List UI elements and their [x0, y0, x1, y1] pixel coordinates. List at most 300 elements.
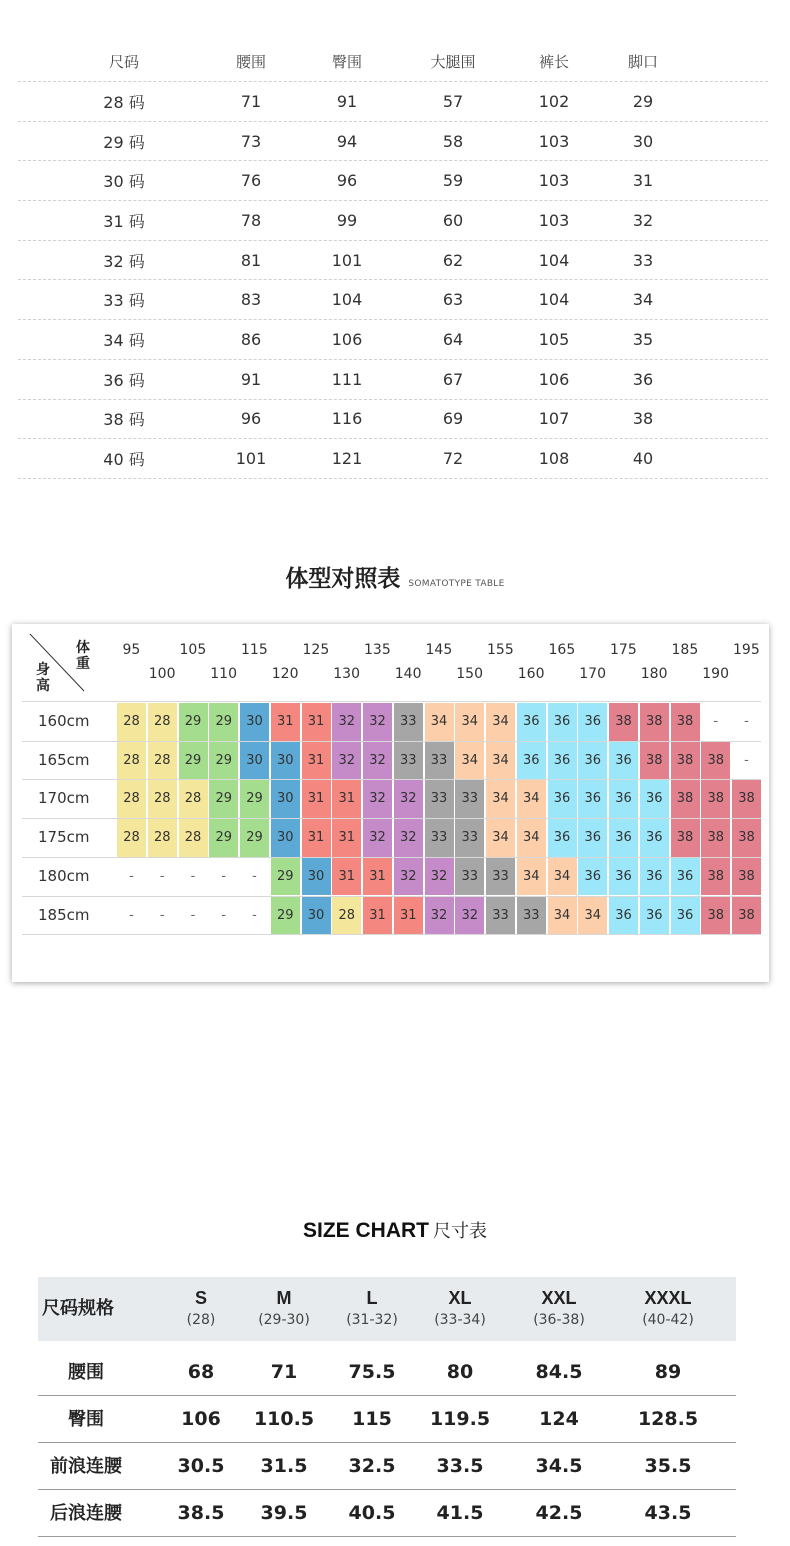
somatotype-cell: 38 — [701, 819, 730, 857]
size-chart-row — [38, 1396, 736, 1443]
height-label: 175cm — [38, 828, 90, 847]
measurement-cell: 63 — [442, 290, 464, 310]
measurement-cell: 28 码 — [103, 92, 145, 112]
size-value-cell: 30.5 — [177, 1455, 225, 1477]
somatotype-cell: 36 — [578, 780, 607, 818]
somatotype-cell: 28 — [148, 780, 177, 818]
somatotype-cell: 36 — [609, 897, 638, 935]
size-value-cell: 89 — [654, 1361, 682, 1383]
weight-label: 135 — [364, 642, 391, 658]
somatotype-cell: 32 — [363, 780, 392, 818]
weight-label: 170 — [579, 666, 606, 682]
measurement-cell: 71 — [240, 91, 262, 111]
somatotype-cell: 29 — [240, 819, 269, 857]
somatotype-cell: 38 — [671, 780, 700, 818]
somatotype-cell: 36 — [671, 858, 700, 896]
somatotype-cell: 38 — [732, 819, 761, 857]
somatotype-cell: 31 — [363, 897, 392, 935]
size-name: L — [366, 1288, 378, 1308]
size-value-cell: 32.5 — [348, 1455, 396, 1477]
measurement-cell: 32 码 — [103, 251, 145, 271]
measurement-row — [18, 122, 768, 162]
measurement-cell: 103 — [538, 171, 570, 191]
weight-label: 125 — [302, 642, 330, 658]
measurement-row — [18, 201, 768, 241]
size-header-cell — [410, 1277, 510, 1341]
size-range: (40-42) — [642, 1312, 694, 1328]
size-chart-row — [38, 1490, 736, 1537]
measurement-cell: 60 — [442, 210, 464, 230]
somatotype-cell: 31 — [271, 703, 300, 741]
grid-line — [22, 934, 761, 935]
size-chart-spacer — [38, 1341, 736, 1349]
somatotype-cell: 36 — [640, 897, 669, 935]
weight-label: 145 — [425, 642, 453, 658]
weight-label: 130 — [333, 666, 360, 682]
measurement-cell: 104 — [538, 250, 570, 270]
size-value-cell: 42.5 — [535, 1502, 583, 1524]
measurement-cell: 106 — [538, 369, 570, 389]
measurement-cell: 62 — [442, 250, 464, 270]
somatotype-cell: 32 — [455, 897, 484, 935]
weight-label: 180 — [640, 666, 668, 682]
measurement-cell: 91 — [240, 369, 262, 389]
somatotype-cell: 34 — [486, 819, 515, 857]
size-value-cell: 84.5 — [535, 1361, 583, 1383]
measurement-cell: 76 — [240, 171, 262, 191]
measurement-cell: 104 — [538, 290, 570, 310]
measurement-cell: 86 — [240, 329, 262, 349]
weight-label: 105 — [179, 642, 207, 658]
somatotype-cell: 32 — [363, 703, 392, 741]
size-value-cell: 35.5 — [644, 1455, 692, 1477]
somatotype-cell: 36 — [609, 742, 638, 780]
measurement-row — [18, 360, 768, 400]
somatotype-cell: - — [252, 907, 257, 923]
height-label: 180cm — [38, 866, 90, 885]
somatotype-title — [0, 560, 790, 593]
somatotype-cell: 33 — [455, 780, 484, 818]
somatotype-cell: 36 — [578, 703, 607, 741]
somatotype-cell: 30 — [302, 897, 331, 935]
somatotype-cell: 36 — [578, 819, 607, 857]
somatotype-cell: 36 — [640, 819, 669, 857]
measurement-cell: 104 — [331, 290, 363, 310]
somatotype-cell: 30 — [271, 819, 300, 857]
somatotype-cell: 28 — [148, 819, 177, 857]
somatotype-cell: 34 — [455, 742, 484, 780]
size-range: (28) — [186, 1312, 216, 1328]
somatotype-cell: 34 — [486, 780, 515, 818]
corner-height-2: 高 — [36, 678, 50, 694]
measurement-cell: 69 — [442, 409, 464, 429]
somatotype-cell: 28 — [148, 742, 177, 780]
measurement-row — [18, 280, 768, 320]
size-name: M — [276, 1288, 292, 1308]
measurement-cell: 91 — [336, 91, 358, 111]
somatotype-cell: 36 — [517, 742, 546, 780]
somatotype-cell: 28 — [117, 819, 146, 857]
measurement-cell: 103 — [538, 131, 570, 151]
measurement-cell: 99 — [336, 210, 358, 230]
size-value-cell: 31.5 — [260, 1455, 308, 1477]
measurement-cell: 96 — [336, 171, 358, 191]
somatotype-cell: 32 — [332, 742, 361, 780]
size-range: (31-32) — [346, 1312, 398, 1328]
measurement-cell: 102 — [538, 91, 570, 111]
somatotype-cell: 31 — [302, 819, 331, 857]
grid-line — [22, 701, 761, 702]
measurement-header-cell: 脚口 — [627, 53, 658, 71]
somatotype-cell: 31 — [363, 858, 392, 896]
somatotype-card — [12, 624, 769, 982]
somatotype-cell: 36 — [517, 703, 546, 741]
size-chart-header — [38, 1277, 736, 1341]
somatotype-cell: 36 — [671, 897, 700, 935]
somatotype-cell: 31 — [332, 858, 361, 896]
measurement-cell: 101 — [331, 250, 363, 270]
measurement-cell: 105 — [538, 329, 570, 349]
measurement-cell: 58 — [442, 131, 464, 151]
measurement-cell: 34 码 — [103, 330, 145, 350]
corner-height-1: 身 — [36, 662, 50, 678]
somatotype-cell: - — [744, 714, 749, 729]
measurement-header-cell: 臀围 — [331, 53, 362, 71]
somatotype-cell: 32 — [332, 703, 361, 741]
height-label: 160cm — [38, 712, 90, 730]
size-value-cell: 71 — [270, 1361, 298, 1383]
somatotype-cell: 38 — [732, 897, 761, 935]
somatotype-cell: 34 — [578, 897, 607, 935]
corner-weight-2: 重 — [76, 656, 90, 672]
somatotype-cell: 34 — [517, 858, 546, 896]
somatotype-cell: 29 — [209, 780, 238, 818]
somatotype-cell: 32 — [363, 819, 392, 857]
weight-label: 100 — [148, 666, 176, 682]
height-label: 165cm — [38, 750, 90, 769]
somatotype-cell: 31 — [302, 742, 331, 780]
size-chart-table — [38, 1277, 736, 1537]
somatotype-cell: 33 — [425, 819, 454, 857]
somatotype-cell: 32 — [394, 858, 423, 896]
somatotype-cell: 31 — [332, 780, 361, 818]
measurement-cell: 83 — [240, 290, 262, 310]
somatotype-cell: 30 — [240, 742, 269, 780]
somatotype-cell: 38 — [640, 742, 669, 780]
measurement-cell: 121 — [331, 449, 363, 469]
measurement-cell: 40 — [632, 449, 654, 469]
size-name: S — [194, 1288, 207, 1308]
size-chart-title-cn: 尺寸表 — [433, 1221, 487, 1242]
somatotype-cell: 34 — [455, 703, 484, 741]
measurement-cell: 108 — [538, 449, 570, 469]
somatotype-grid — [12, 624, 769, 982]
somatotype-cell: 33 — [455, 858, 484, 896]
somatotype-cell: 32 — [394, 819, 423, 857]
size-value-cell: 128.5 — [637, 1408, 699, 1430]
somatotype-cell: 36 — [609, 819, 638, 857]
somatotype-cell: 29 — [240, 780, 269, 818]
measurement-cell: 31 码 — [103, 211, 145, 231]
measurement-cell: 38 码 — [103, 410, 145, 430]
somatotype-cell: 28 — [148, 703, 177, 741]
measurement-cell: 78 — [240, 210, 262, 230]
somatotype-cell: 30 — [271, 742, 300, 780]
size-value-cell: 110.5 — [253, 1408, 315, 1430]
somatotype-cell: 28 — [332, 897, 361, 935]
somatotype-cell: 34 — [425, 703, 454, 741]
somatotype-cell: - — [129, 907, 134, 923]
somatotype-cell: 32 — [425, 897, 454, 935]
measurement-header-row — [18, 42, 768, 82]
somatotype-cell: 29 — [271, 858, 300, 896]
measurement-row — [18, 161, 768, 201]
measurement-cell: 33 码 — [103, 291, 145, 311]
measurement-row — [18, 82, 768, 122]
somatotype-cell: 31 — [302, 780, 331, 818]
somatotype-cell: 31 — [302, 703, 331, 741]
somatotype-cell: 36 — [578, 858, 607, 896]
measurement-cell: 31 — [632, 171, 654, 191]
somatotype-cell: 33 — [455, 819, 484, 857]
measurement-cell: 72 — [442, 449, 464, 469]
somatotype-cell: 34 — [486, 703, 515, 741]
weight-label: 115 — [241, 642, 268, 658]
somatotype-cell: 36 — [548, 780, 577, 818]
measurement-cell: 101 — [235, 449, 267, 469]
size-header-cell — [234, 1277, 334, 1341]
size-range: (33-34) — [434, 1312, 486, 1328]
size-row-label: 腰围 — [68, 1362, 104, 1383]
measurement-cell: 64 — [442, 329, 464, 349]
corner-diagonal — [12, 624, 122, 704]
measurement-cell: 94 — [336, 131, 358, 151]
somatotype-cell: 38 — [671, 742, 700, 780]
size-range: (36-38) — [533, 1312, 585, 1328]
size-chart-title-en: SIZE CHART — [303, 1219, 429, 1242]
somatotype-cell: 38 — [701, 858, 730, 896]
weight-label: 95 — [122, 642, 141, 658]
somatotype-cell: 33 — [394, 742, 423, 780]
measurement-cell: 57 — [442, 91, 464, 111]
weight-label: 165 — [548, 642, 576, 658]
somatotype-cell: 28 — [179, 819, 208, 857]
somatotype-cell: 29 — [179, 742, 208, 780]
somatotype-cell: 28 — [117, 780, 146, 818]
somatotype-cell: 38 — [732, 858, 761, 896]
somatotype-cell: 38 — [671, 819, 700, 857]
weight-label: 140 — [394, 666, 422, 682]
size-header-cell — [509, 1277, 609, 1341]
somatotype-cell: - — [252, 868, 257, 884]
somatotype-cell: 30 — [302, 858, 331, 896]
size-name: XXL — [541, 1288, 577, 1308]
somatotype-cell: - — [159, 868, 165, 884]
somatotype-title-en: SOMATOTYPE TABLE — [408, 579, 505, 589]
somatotype-cell: 38 — [701, 897, 730, 935]
somatotype-cell: 38 — [732, 780, 761, 818]
measurement-cell: 30 — [632, 131, 654, 151]
somatotype-cell: 30 — [271, 780, 300, 818]
measurement-row — [18, 439, 768, 479]
size-name: XL — [448, 1288, 472, 1308]
size-chart-row — [38, 1443, 736, 1490]
somatotype-cell: 34 — [548, 897, 577, 935]
measurement-cell: 73 — [240, 131, 262, 151]
size-value-cell: 119.5 — [429, 1408, 491, 1430]
size-value-cell: 124 — [539, 1408, 579, 1430]
somatotype-cell: 28 — [179, 780, 208, 818]
measurement-table — [18, 42, 768, 479]
somatotype-cell: 34 — [548, 858, 577, 896]
somatotype-cell: - — [221, 868, 227, 884]
somatotype-cell: 32 — [425, 858, 454, 896]
somatotype-cell: - — [129, 868, 134, 884]
somatotype-cell: 29 — [209, 703, 238, 741]
somatotype-cell: 29 — [271, 897, 300, 935]
somatotype-cell: 28 — [117, 703, 146, 741]
weight-label: 150 — [456, 666, 483, 682]
size-header-cell — [322, 1277, 422, 1341]
measurement-header-cell: 腰围 — [235, 53, 266, 71]
weight-label: 185 — [671, 642, 699, 658]
somatotype-cell: 36 — [548, 819, 577, 857]
somatotype-cell: 28 — [117, 742, 146, 780]
measurement-cell: 29 码 — [103, 132, 145, 152]
somatotype-cell: 38 — [671, 703, 700, 741]
measurement-cell: 111 — [331, 369, 363, 389]
size-value-cell: 33.5 — [436, 1455, 484, 1477]
height-label: 185cm — [38, 905, 90, 924]
size-range: (29-30) — [258, 1312, 310, 1328]
size-value-cell: 75.5 — [348, 1361, 396, 1383]
weight-label: 120 — [271, 666, 299, 682]
somatotype-cell: 34 — [517, 780, 546, 818]
size-header-cell — [618, 1277, 718, 1341]
measurement-row — [18, 241, 768, 281]
somatotype-cell: 33 — [394, 703, 423, 741]
size-chart-body — [38, 1341, 736, 1537]
size-row-label: 后浪连腰 — [50, 1503, 122, 1524]
measurement-header-cell: 尺码 — [108, 53, 139, 71]
size-name: XXXL — [644, 1288, 692, 1308]
size-row-label: 臀围 — [68, 1409, 104, 1430]
somatotype-cell: - — [744, 752, 749, 768]
measurement-row — [18, 400, 768, 440]
size-value-cell: 41.5 — [436, 1502, 484, 1524]
measurement-cell: 59 — [442, 171, 464, 191]
somatotype-cell: 36 — [609, 780, 638, 818]
somatotype-cell: - — [190, 868, 196, 884]
weight-label: 110 — [210, 666, 237, 682]
measurement-cell: 107 — [538, 409, 570, 429]
somatotype-cell: 33 — [486, 897, 515, 935]
measurement-cell: 36 码 — [103, 370, 145, 390]
somatotype-cell: 32 — [394, 780, 423, 818]
weight-label: 155 — [487, 642, 514, 658]
measurement-cell: 40 码 — [103, 450, 145, 470]
measurement-cell: 36 — [632, 369, 654, 389]
somatotype-title-cn: 体型对照表 — [285, 566, 401, 592]
height-label: 170cm — [38, 789, 90, 808]
measurement-cell: 81 — [240, 250, 262, 270]
somatotype-cell: 34 — [517, 819, 546, 857]
size-chart-header-label: 尺码规格 — [42, 1298, 114, 1319]
somatotype-cell: 30 — [240, 703, 269, 741]
measurement-cell: 35 — [632, 329, 654, 349]
measurement-cell: 67 — [442, 369, 464, 389]
weight-label: 175 — [610, 642, 637, 658]
somatotype-cell: 29 — [209, 819, 238, 857]
somatotype-cell: 34 — [486, 742, 515, 780]
size-value-cell: 43.5 — [644, 1502, 692, 1524]
size-value-cell: 80 — [446, 1361, 474, 1383]
somatotype-cell: - — [713, 714, 719, 729]
measurement-cell: 34 — [632, 290, 654, 310]
somatotype-cell: 33 — [425, 780, 454, 818]
measurement-cell: 33 — [632, 250, 654, 270]
size-chart-row — [38, 1349, 736, 1396]
size-value-cell: 40.5 — [348, 1502, 396, 1524]
somatotype-cell: 36 — [640, 858, 669, 896]
size-value-cell: 115 — [352, 1408, 392, 1430]
weight-label: 160 — [517, 666, 545, 682]
measurement-cell: 96 — [240, 409, 262, 429]
somatotype-cell: - — [159, 907, 165, 923]
measurement-cell: 30 码 — [103, 172, 145, 192]
measurement-cell: 106 — [331, 329, 363, 349]
somatotype-cell: 38 — [701, 742, 730, 780]
somatotype-cell: 36 — [578, 742, 607, 780]
measurement-cell: 32 — [632, 210, 654, 230]
measurement-header-cell: 裤长 — [538, 53, 569, 71]
measurement-header-cell: 大腿围 — [430, 53, 476, 71]
measurement-cell: 103 — [538, 210, 570, 230]
size-value-cell: 106 — [181, 1408, 221, 1430]
somatotype-cell: 33 — [486, 858, 515, 896]
somatotype-cell: 36 — [548, 703, 577, 741]
somatotype-cell: - — [221, 907, 227, 923]
somatotype-cell: 38 — [640, 703, 669, 741]
somatotype-cell: - — [190, 907, 196, 923]
measurement-cell: 38 — [632, 409, 654, 429]
somatotype-cell: 31 — [332, 819, 361, 857]
somatotype-cell: 36 — [609, 858, 638, 896]
weight-label: 195 — [733, 642, 760, 658]
weight-label: 190 — [702, 666, 729, 682]
corner-weight-1: 体 — [76, 640, 90, 656]
size-value-cell: 68 — [187, 1361, 215, 1383]
size-value-cell: 39.5 — [260, 1502, 308, 1524]
somatotype-cell: 32 — [363, 742, 392, 780]
somatotype-cell: 29 — [179, 703, 208, 741]
somatotype-cell: 29 — [209, 742, 238, 780]
size-value-cell: 38.5 — [177, 1502, 225, 1524]
somatotype-cell: 36 — [640, 780, 669, 818]
measurement-cell: 116 — [331, 409, 363, 429]
size-value-cell: 34.5 — [535, 1455, 583, 1477]
somatotype-cell: 38 — [701, 780, 730, 818]
measurement-cell: 29 — [632, 91, 654, 111]
somatotype-cell: 33 — [425, 742, 454, 780]
measurement-row — [18, 320, 768, 360]
size-chart-title — [0, 1217, 790, 1243]
somatotype-cell: 38 — [609, 703, 638, 741]
somatotype-cell: 36 — [548, 742, 577, 780]
size-row-label: 前浪连腰 — [50, 1456, 122, 1477]
somatotype-cell: 33 — [517, 897, 546, 935]
somatotype-cell: 31 — [394, 897, 423, 935]
